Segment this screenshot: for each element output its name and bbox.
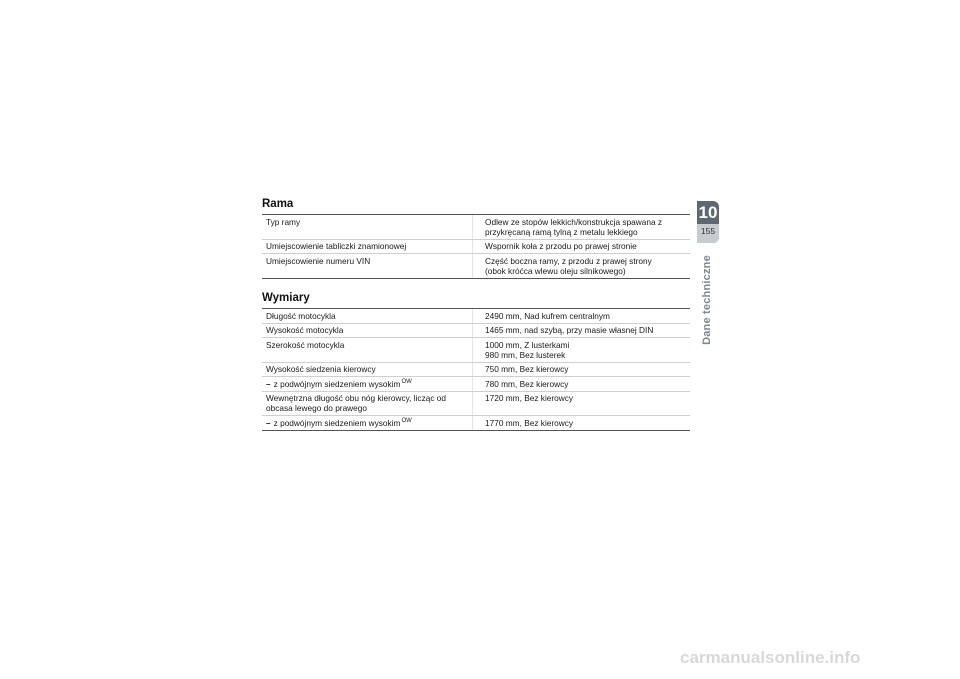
page-number: 155 — [700, 226, 716, 236]
row-value — [472, 338, 690, 362]
row-label-line — [266, 393, 468, 403]
watermark: carmanualsonline.info — [680, 648, 861, 667]
row-value-line: 2490 mm, Nad kufrem centralnym — [485, 310, 610, 321]
row-label-line — [266, 364, 468, 374]
row-label-text: Wysokość siedzenia kierowcy — [266, 364, 376, 374]
row-value-line: (obok króćca wlewu oleju silnikowego) — [485, 265, 626, 276]
table-row — [262, 416, 690, 431]
row-value — [472, 363, 690, 377]
row-value-line: 980 mm, Bez lusterek — [485, 349, 566, 360]
row-label — [262, 363, 472, 377]
option-superscript: OW — [401, 417, 412, 424]
row-value-line: Część boczna ramy, z przodu z prawej strony — [485, 255, 652, 266]
row-value — [472, 392, 690, 416]
section-title-rama: Rama — [262, 198, 294, 210]
option-superscript: OW — [401, 378, 412, 385]
table-row — [262, 309, 690, 324]
table-row — [262, 215, 690, 240]
row-value — [472, 309, 690, 323]
row-value — [472, 324, 690, 338]
row-value — [472, 215, 690, 239]
row-label — [262, 338, 472, 362]
wymiary-table — [262, 308, 690, 431]
row-label-text: Wysokość motocykla — [266, 325, 344, 335]
row-label-line — [266, 418, 468, 428]
row-label-text: z podwójnym siedzeniem wysokim — [273, 378, 401, 389]
table-row — [262, 254, 690, 279]
dash-marker: – — [266, 417, 271, 428]
table-row — [262, 338, 690, 363]
row-label: Umiejscowienie numeru VIN — [266, 255, 371, 266]
row-value — [472, 240, 690, 254]
row-label — [262, 324, 472, 338]
row-label: Typ ramy — [266, 216, 301, 227]
row-value-line: 1000 mm, Z lusterkami — [485, 339, 570, 350]
row-value — [472, 416, 690, 430]
row-label-line — [266, 325, 468, 335]
row-value-line: przykręcaną ramą tylną z metalu lekkiego — [485, 226, 638, 237]
table-row — [262, 324, 690, 339]
row-label — [262, 392, 472, 416]
row-value — [472, 254, 690, 278]
row-value-line: 1770 mm, Bez kierowcy — [485, 417, 574, 428]
row-value — [472, 377, 690, 391]
row-label — [262, 377, 472, 391]
dash-marker: – — [266, 378, 271, 389]
row-label — [262, 416, 472, 430]
row-label-line — [266, 403, 468, 413]
row-label-text: Wewnętrzna długość obu nóg kierowcy, licząc od — [266, 393, 447, 403]
row-label — [262, 309, 472, 323]
row-label-text: obcasa lewego do prawego — [266, 403, 368, 413]
table-row — [262, 392, 690, 417]
chapter-tab — [697, 201, 719, 243]
row-value-line: 1465 mm, nad szybą, przy masie własnej DIN — [485, 325, 654, 335]
section-title-wymiary: Wymiary — [262, 292, 310, 304]
table-row — [262, 377, 690, 392]
row-label-text: z podwójnym siedzeniem wysokim — [273, 417, 401, 428]
chapter-side-title: Dane techniczne — [701, 255, 713, 345]
row-value-line: 780 mm, Bez kierowcy — [485, 378, 569, 389]
rama-table — [262, 214, 690, 279]
row-value-line: 1720 mm, Bez kierowcy — [485, 393, 574, 403]
row-label-text: Szerokość motocykla — [266, 339, 345, 350]
table-row — [262, 240, 690, 255]
row-label-line — [266, 311, 468, 321]
chapter-number: 10 — [698, 203, 718, 222]
row-value-line: Wspornik koła z przodu po prawej stronie — [485, 241, 637, 251]
row-label-text: Długość motocykla — [266, 310, 336, 321]
row-label-line — [266, 340, 468, 350]
row-value-line: Odlew ze stopów lekkich/konstrukcja spawana z — [485, 216, 663, 227]
row-label: Umiejscowienie tabliczki znamionowej — [266, 241, 407, 251]
table-row — [262, 363, 690, 378]
row-value-line: 750 mm, Bez kierowcy — [485, 364, 569, 374]
row-label-line — [266, 379, 468, 389]
